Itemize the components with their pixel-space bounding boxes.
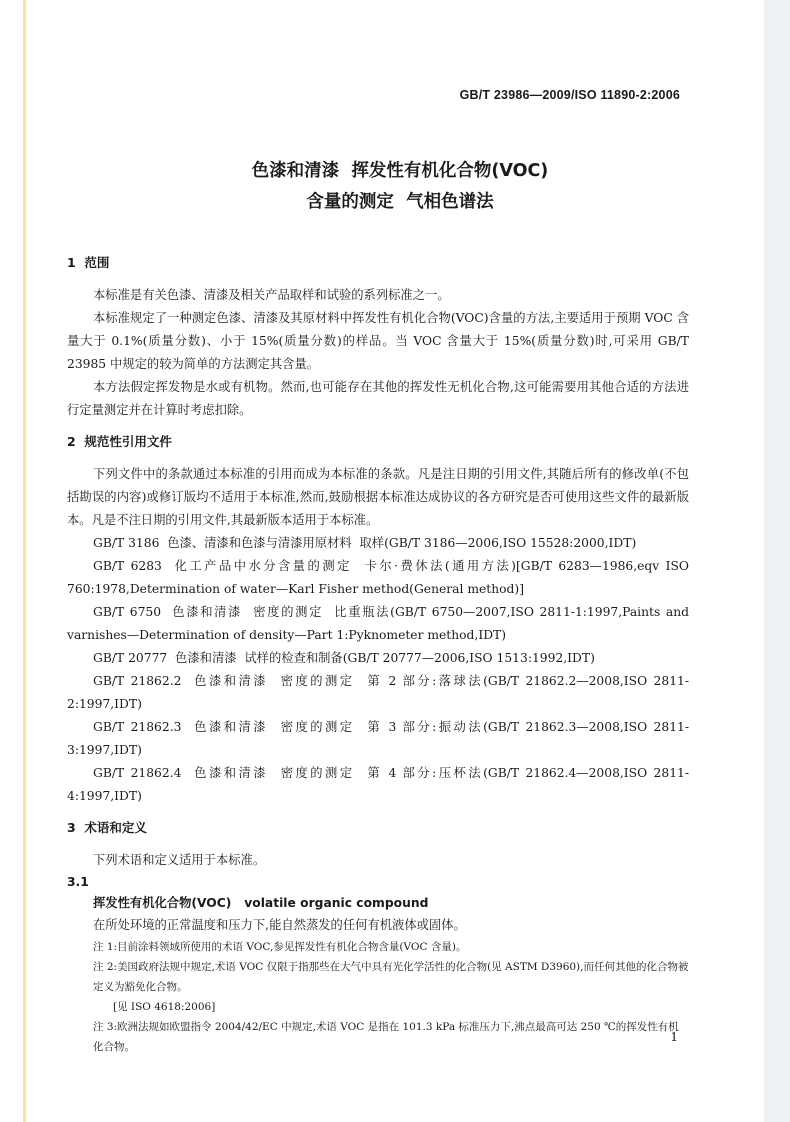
reference-item: GB/T 20777 色漆和清漆 试样的检查和制备(GB/T 20777—2006,ISO 1513:1992,IDT): [93, 651, 595, 665]
term-definition: 在所处环境的正常温度和压力下,能自然蒸发的任何有机液体或固体。: [93, 918, 466, 932]
reference-item: GB/T 3186 色漆、清漆和色漆与清漆用原材料 取样(GB/T 3186—2006,ISO 15528:2000,IDT): [93, 536, 637, 550]
title-line-2: 含量的测定 气相色谱法: [306, 192, 494, 212]
reference-item: GB/T 6283 化工产品中水分含量的测定 卡尔·费休法(通用方法)[GB/T 6283—1986,eqv ISO 760:1978,Determination of water—Karl Fisher method(General method)]: [67, 559, 693, 596]
note-3: 注 3:欧洲法规如欧盟指令 2004/42/EC 中规定,术语 VOC 是指在 101.3 kPa 标准压力下,沸点最高可达 250 ℃的挥发性有机化合物。: [93, 1021, 679, 1053]
reference-item: GB/T 21862.3 色漆和清漆 密度的测定 第 3 部分:振动法(GB/T 21862.3—2008,ISO 2811-3:1997,IDT): [67, 720, 689, 757]
normative-intro: 下列文件中的条款通过本标准的引用而成为本标准的条款。凡是注日期的引用文件,其随后所有的修改单(不包括勘误的内容)或修订版均不适用于本标准,然而,鼓励根据本标准达成协议的各方研究是否可使用这些文件的最新版本。凡是不注日期的引用文件,其最新版本适用于本标准。: [67, 467, 689, 527]
page-binding-edge: [23, 0, 26, 1122]
section-heading-scope: 1 范围: [67, 255, 110, 270]
note-1: 注 1:目前涂料领域所使用的术语 VOC,参见挥发性有机化合物含量(VOC 含量)。: [93, 941, 467, 953]
reference-item: GB/T 6750 色漆和清漆 密度的测定 比重瓶法(GB/T 6750—2007,ISO 2811-1:1997,Paints and varnishes—Determination of density—Part 1:Pyknometer method,IDT): [67, 605, 693, 642]
note-2-source: [见 ISO 4618:2006]: [113, 1001, 216, 1013]
scope-paragraph-3: 本方法假定挥发物是水或有机物。然而,也可能存在其他的挥发性无机化合物,这可能需要用其他合适的方法进行定量测定并在计算时考虑扣除。: [67, 380, 689, 417]
term-name: 挥发性有机化合物(VOC) volatile organic compound: [93, 896, 429, 910]
page-number: 1: [670, 1030, 678, 1044]
reference-item: GB/T 21862.4 色漆和清漆 密度的测定 第 4 部分:压杯法(GB/T 21862.4—2008,ISO 2811-4:1997,IDT): [67, 766, 689, 803]
scope-paragraph-1: 本标准是有关色漆、清漆及相关产品取样和试验的系列标准之一。: [93, 288, 450, 302]
standard-number: GB/T 23986—2009/ISO 11890-2:2006: [459, 88, 680, 102]
section-heading-terms: 3 术语和定义: [67, 820, 147, 835]
title-line-1: 色漆和清漆 挥发性有机化合物(VOC): [251, 161, 549, 181]
page-scan-margin: [764, 0, 790, 1122]
note-2: 注 2:美国政府法规中规定,术语 VOC 仅限于指那些在大气中具有光化学活性的化合物(见 ASTM D3960),而任何其他的化合物被定义为豁免化合物。: [93, 961, 689, 993]
term-number: 3.1: [67, 875, 89, 889]
document-title: [60, 156, 740, 218]
scope-paragraph-2: 本标准规定了一种测定色漆、清漆及其原材料中挥发性有机化合物(VOC)含量的方法,主要适用于预期 VOC 含量大于 0.1%(质量分数)、小于 15%(质量分数)的样品。当 VOC 含量大于 15%(质量分数)时,可采用 GB/T 23985 中规定的较为简单的方法测定其含量。: [67, 311, 689, 371]
document-body: [67, 253, 693, 1057]
section-heading-normative-references: 2 规范性引用文件: [67, 434, 172, 449]
terms-intro: 下列术语和定义适用于本标准。: [93, 853, 266, 867]
reference-item: GB/T 21862.2 色漆和清漆 密度的测定 第 2 部分:落球法(GB/T 21862.2—2008,ISO 2811-2:1997,IDT): [67, 674, 689, 711]
